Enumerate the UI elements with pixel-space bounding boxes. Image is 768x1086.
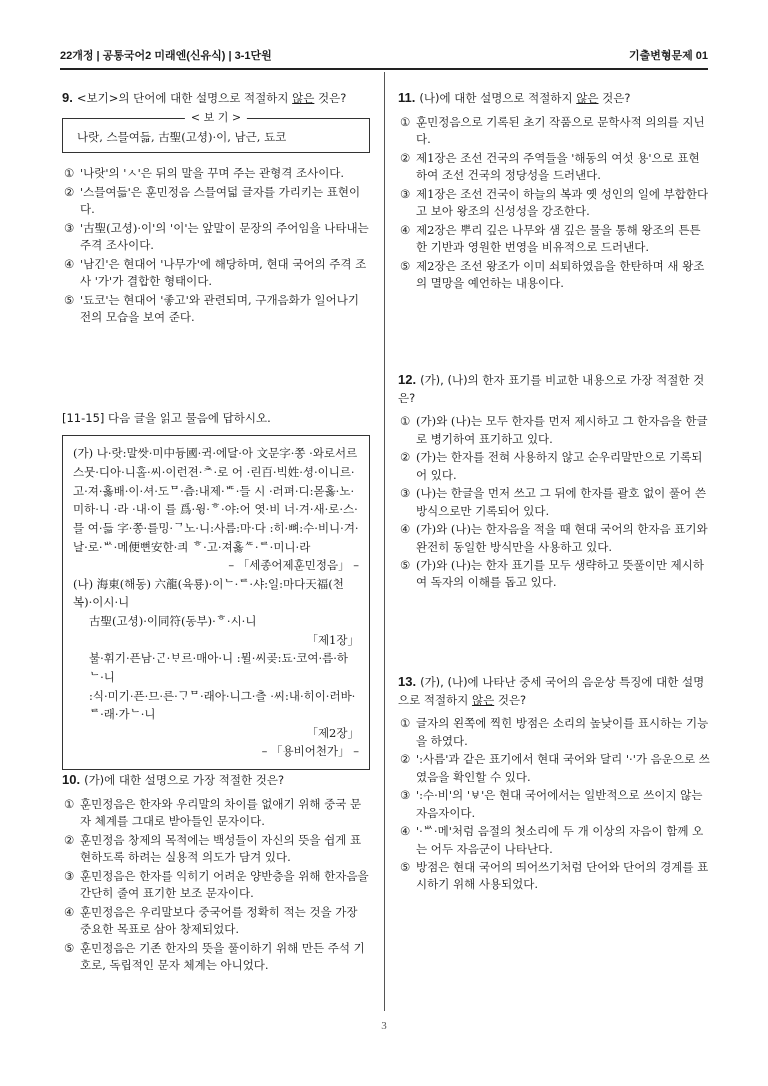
option-4[interactable]: ④ '·ᄡ·메'처럼 음절의 첫소리에 두 개 이상의 자음이 함께 오는 어두 자음군이 나타난다.	[400, 824, 704, 856]
question-13-options	[398, 715, 710, 894]
option-4[interactable]: ④ (가)와 (나)는 한자음을 적을 때 현대 국어의 한자음 표기와 완전히 동일한 방식만을 사용하고 있다.	[400, 522, 708, 554]
question-11	[398, 88, 710, 293]
option-2[interactable]: ② ':사름'과 같은 표기에서 현대 국어와 달리 '·'가 음운으로 쓰였음을 확인할 수 있다.	[400, 752, 710, 784]
option-3[interactable]: ③ (나)는 한글을 먼저 쓰고 그 뒤에 한자를 괄호 없이 풀어 쓴 방식으로만 기록되어 있다.	[400, 486, 706, 518]
question-9	[62, 88, 370, 327]
option-5[interactable]: ⑤ (가)와 (나)는 한자 표기를 모두 생략하고 뜻풀이만 제시하여 독자의 이해를 돕고 있다.	[400, 557, 704, 590]
passage-section	[62, 410, 370, 770]
option-3[interactable]: ③ ':수·비'의 'ㅸ'은 현대 국어에서는 일반적으로 쓰이지 않는 자음자이다.	[400, 788, 703, 820]
set-instruction: [11-15] 다음 글을 읽고 물음에 답하시오.	[62, 411, 271, 425]
option-4[interactable]: ④ '남긴'은 현대어 '나무가'에 해당하며, 현대 국어의 주격 조사 '가'가 결합한 형태이다.	[64, 256, 367, 289]
option-5[interactable]: ⑤ 방점은 현대 국어의 띄어쓰기처럼 단어와 단어의 경계를 표시하기 위해 사용되었다.	[400, 859, 709, 892]
passage-na-line: 불·휘기·픈남·ᄀᆞᆫ·ᄇᆞ르·매아·니 :뮐·씨곶:됴·코여·름·하ᄂ·니	[89, 651, 349, 684]
question-number: 13.	[398, 674, 417, 689]
option-5[interactable]: ⑤ '됴코'는 현대어 '좋고'와 관련되며, 구개음화가 일어나기 전의 모습을 보여 준다.	[64, 292, 359, 324]
option-3[interactable]: ③ '古聖(고셩)·이'의 '이'는 앞말이 문장의 주어임을 나타내는 주격 조사이다.	[64, 220, 369, 253]
passage-box	[62, 435, 370, 770]
option-1[interactable]: ① 훈민정음은 한자와 우리말의 차이를 없애기 위해 중국 문자 체계를 그대로 받아들인 문자이다.	[64, 796, 362, 829]
question-number: 11.	[398, 90, 416, 105]
question-number: 9.	[62, 90, 73, 105]
option-1[interactable]: ① '나랏'의 'ㅅ'은 뒤의 말을 꾸며 주는 관형격 조사이다.	[64, 166, 345, 181]
passage-chapter-label: 「제2장」	[306, 725, 359, 740]
question-11-stem: 11. (나)에 대한 설명으로 적절하지 않은 것은?	[398, 90, 631, 105]
page-header	[60, 46, 708, 66]
passage-na-source: – 「용비어천가」 –	[261, 744, 359, 759]
underlined-word: 않은	[292, 91, 315, 105]
question-12	[398, 370, 710, 593]
question-9-options	[62, 165, 370, 326]
passage-ga-source: – 「세종어제훈민정음」 –	[228, 558, 359, 573]
passage-na-line: :식·미기·픈·므·른·ᄀᆞᄆ·래아·니그·츨 ·씨:내·히이·러바·ᄅ·래·가ᄂ·니	[89, 688, 356, 722]
option-1[interactable]: ① 훈민정음으로 기록된 초기 작품으로 문학사적 의의를 지닌다.	[400, 114, 705, 147]
bogi-text: 나랏, 스믈여듧, 古聖(고셩)·이, 남근, 됴코	[77, 129, 287, 144]
question-12-options	[398, 413, 710, 592]
question-number: 10.	[62, 772, 81, 787]
underlined-word: 않은	[471, 692, 495, 707]
option-5[interactable]: ⑤ 제2장은 조선 왕조가 이미 쇠퇴하였음을 한탄하며 새 왕조의 멸망을 예언하는 내용이다.	[400, 258, 705, 290]
option-3[interactable]: ③ 제1장은 조선 건국이 하늘의 복과 옛 성인의 일에 부합한다고 보아 왕조의 신성성을 강조한다.	[400, 186, 709, 219]
header-worksheet-title: 기출변형문제 01	[628, 50, 708, 62]
option-2[interactable]: ② 제1장은 조선 건국의 주역들을 '해동의 여섯 용'으로 표현하여 조선 건국의 정당성을 드러낸다.	[400, 150, 700, 183]
question-11-options	[398, 114, 710, 293]
question-13-stem: 13. (가), (나)에 나타난 중세 국어의 음운상 특징에 대한 설명으로 적절하지 않은 것은?	[398, 674, 705, 707]
page-number: 3	[381, 1020, 387, 1032]
option-5[interactable]: ⑤ 훈민정음은 기존 한자의 뜻을 풀이하기 위해 만든 주석 기호로, 독립적인 문자 체계는 아니었다.	[64, 940, 365, 972]
option-4[interactable]: ④ 제2장은 뿌리 깊은 나무와 샘 깊은 물을 통해 왕조의 튼튼한 기반과 영원한 번영을 비유적으로 드러낸다.	[400, 222, 701, 255]
question-12-stem: 12. (가), (나)의 한자 표기를 비교한 내용으로 가장 적절한 것은?	[398, 372, 705, 405]
bogi-box	[62, 110, 370, 153]
column-divider	[384, 72, 385, 1011]
option-4[interactable]: ④ 훈민정음은 우리말보다 중국어를 정확히 적는 것을 가장 중요한 목표로 삼아 창제되었다.	[64, 904, 358, 937]
header-course-info: 22개정 | 공통국어2 미래엔(신유식) | 3-1단원	[60, 50, 272, 62]
option-2[interactable]: ② (가)는 한자를 전혀 사용하지 않고 순우리말만으로 기록되어 있다.	[400, 450, 703, 482]
question-10-stem: 10. (가)에 대한 설명으로 가장 적절한 것은?	[62, 772, 285, 787]
passage-chapter-label: 「제1장」	[306, 632, 359, 647]
question-10-options	[62, 796, 370, 975]
passage-na-line: 古聖(고셩)·이同符(동부)·ᄒ·시·니	[89, 614, 257, 629]
option-2[interactable]: ② '스믈여듧'은 훈민정음 스믈여덟 글자를 가리키는 표현이다.	[64, 184, 361, 217]
option-1[interactable]: ① 글자의 왼쪽에 찍힌 방점은 소리의 높낮이를 표시하는 기능을 하였다.	[400, 716, 709, 748]
option-1[interactable]: ① (가)와 (나)는 모두 한자를 먼저 제시하고 그 한자음을 한글로 병기하여 표기하고 있다.	[400, 414, 708, 446]
passage-na-line: (나) 海東(해동) 六龍(육룡)·이ᄂ·ᄅ·샤:일:마다天福(천복)·이시·니	[73, 576, 344, 610]
bogi-title: < 보 기 >	[185, 110, 247, 127]
header-rule	[60, 68, 708, 70]
question-number: 12.	[398, 372, 417, 387]
option-2[interactable]: ② 훈민정음 창제의 목적에는 백성들이 자신의 뜻을 쉽게 표현하도록 하려는 실용적 의도가 담겨 있다.	[64, 832, 362, 865]
question-13	[398, 672, 710, 895]
underlined-word: 않은	[576, 91, 599, 105]
question-10	[62, 770, 370, 975]
passage-ga: (가) 나·랏:말쌋·미中듕國·귁·에달·아 文문字·쫑 ·와로서르스뭇·디아·니홀·씨·이런젼·ᄎ·로 어 ·린百·빅姓·셩·이니르·고·져·홇배·이·셔·도ᄆ·츰:내제·ᄠ·들 시 ·러펴·디:몯홇·노·미하·니 ·라 ·내·이 를 爲·윙·ᄒ·야:어 엿·비 너·겨·새·로·스·믈 여·듧 字·쫑·를밍·ᄀ노·니:사름:마·다 :히·뼈:수·비니·겨·날·로·ᄡ·메便뼌安한·킈 ᄒ·고·져홇ᄯ·ᄅ·미니·라	[73, 446, 359, 554]
option-3[interactable]: ③ 훈민정음은 한자를 익히기 어려운 양반층을 위해 한자음을 간단히 줄여 표기한 보조 문자이다.	[64, 868, 369, 901]
question-9-stem: 9. <보기>의 단어에 대한 설명으로 적절하지 않은 것은?	[62, 90, 347, 105]
